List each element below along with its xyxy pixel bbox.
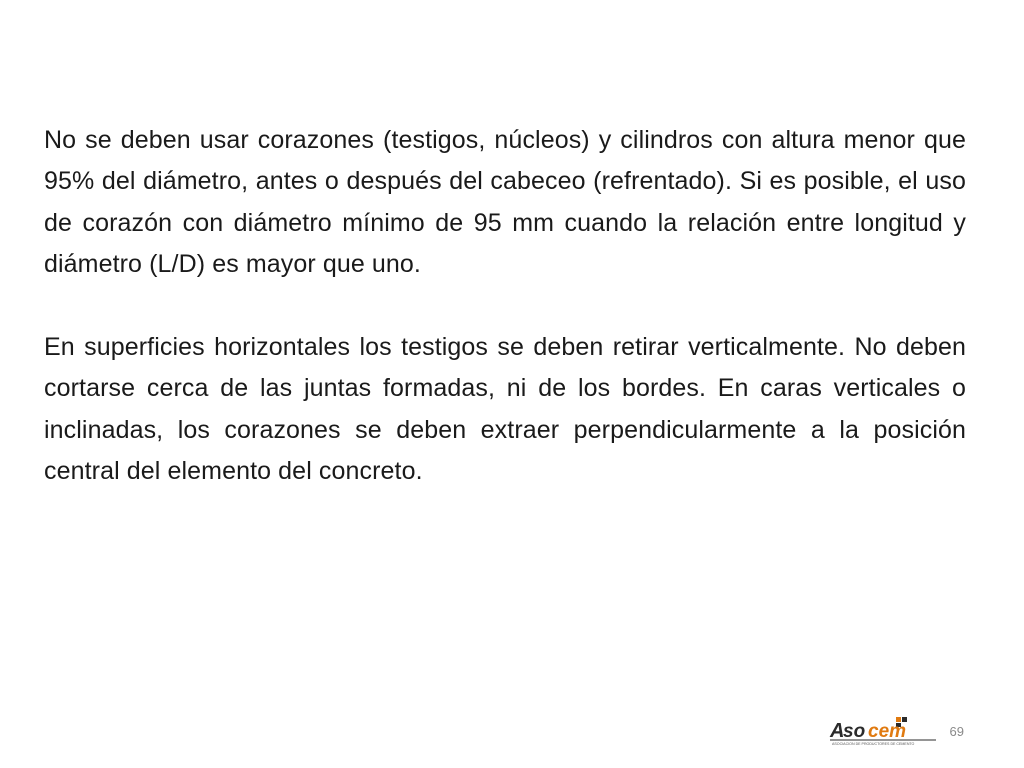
svg-text:so: so [842, 721, 865, 742]
paragraph-core-dimensions: No se deben usar corazones (testigos, núcleos) y cilindros con altura menor que 95% del diámetro, antes o después del cabeceo (refrentado). Si es posible, el uso de corazón con diámetro mínimo de 95 mm cuando la relación entre longitud y diámetro (L/D) es mayor que uno. [44, 126, 966, 279]
paragraph-core-extraction: En superficies horizontales los testigos se deben retirar verticalmente. No deben cortarse cerca de las juntas formadas, ni de los bordes. En caras verticales o inclinadas, los corazones se deben extraer perpendicularmente a la posición central del elemento del concreto. [44, 333, 966, 486]
slide-footer [828, 716, 964, 746]
page-number: 69 [949, 723, 964, 739]
svg-text:ASOCIACION DE PRODUCTORES DE C: ASOCIACION DE PRODUCTORES DE CEMENTO [831, 742, 914, 746]
slide-body [44, 120, 966, 493]
svg-text:cem: cem [867, 721, 906, 742]
asocem-logo [828, 716, 938, 746]
svg-text:A: A [829, 720, 844, 742]
